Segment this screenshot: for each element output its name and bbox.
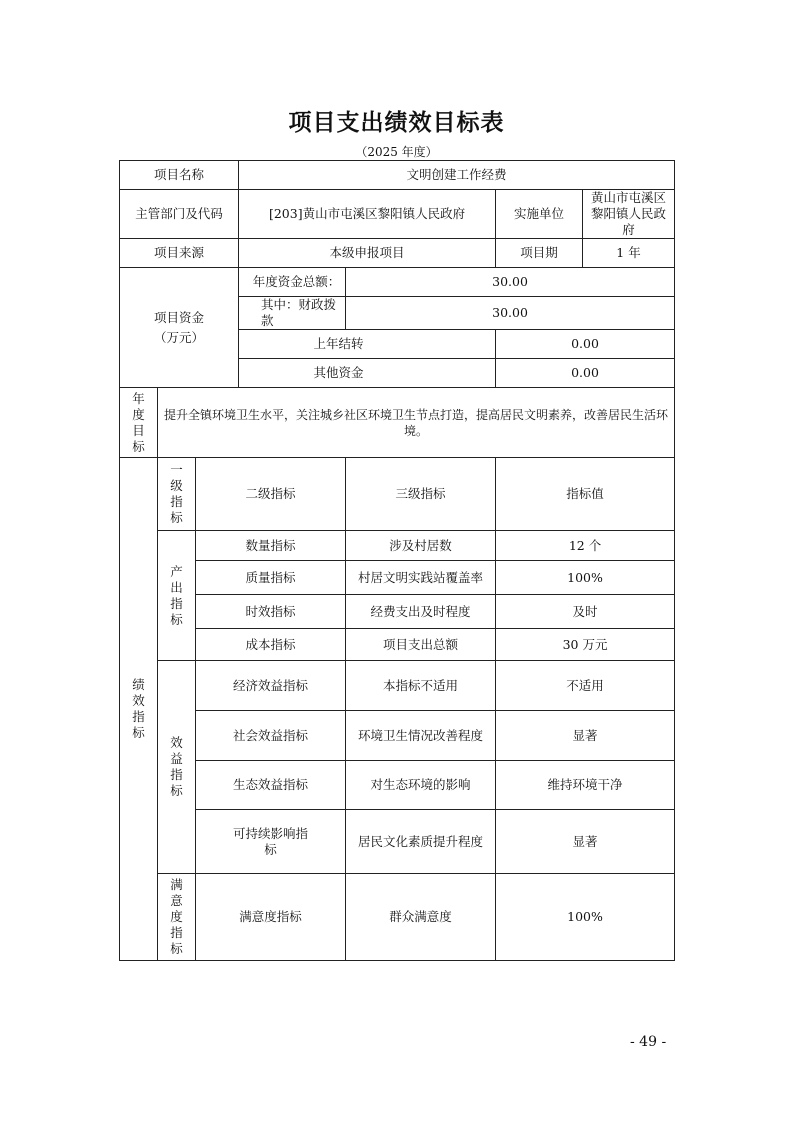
indicator-value: 12 个 [496,531,675,561]
fund-row-label: 其他资金 [239,359,496,388]
level3-cell: 居民文化素质提升程度 [346,810,496,874]
fund-row-value: 0.00 [496,330,675,359]
project-name: 文明创建工作经费 [239,161,675,190]
page-number: - 49 - [630,1034,667,1050]
annual-goal-label: 年度目标 [120,388,158,458]
indicator-value: 及时 [496,595,675,629]
output-indicators-label: 产出指标 [158,531,196,661]
fund-row-value: 0.00 [496,359,675,388]
project-name-label: 项目名称 [120,161,239,190]
benefit-indicators-label: 效益指标 [158,661,196,874]
level3-cell: 村居文明实践站覆盖率 [346,561,496,595]
fiscal-year: （2025 年度） [355,145,438,159]
level3-cell: 本指标不适用 [346,661,496,711]
period-value: 1 年 [583,239,675,268]
level1-header: 一级指标 [158,458,196,531]
level2-cell: 社会效益指标 [196,711,346,761]
table-row [120,629,675,661]
annual-goal-text: 提升全镇环境卫生水平，关注城乡社区环境卫生节点打造，提高居民文明素养，改善居民生活环境。 [158,388,675,458]
satisfaction-indicators-label: 满意度指标 [158,874,196,961]
level3-cell: 涉及村居数 [346,531,496,561]
level2-header: 二级指标 [196,458,346,531]
level3-cell: 经费支出及时程度 [346,595,496,629]
indicator-value: 100% [496,874,675,961]
source-value: 本级申报项目 [239,239,496,268]
table-row [120,268,675,297]
fund-row-value: 30.00 [346,268,675,297]
performance-target-table [119,160,675,961]
performance-indicators-label: 绩效指标 [120,458,158,961]
level2-cell: 生态效益指标 [196,761,346,810]
indicator-value: 不适用 [496,661,675,711]
indicator-value: 100% [496,561,675,595]
table-row [120,239,675,268]
level2-cell: 质量指标 [196,561,346,595]
fund-row-label: 年度资金总额： [239,268,346,297]
table-row [120,874,675,961]
level3-header: 三级指标 [346,458,496,531]
table-row [120,561,675,595]
indicator-value: 30 万元 [496,629,675,661]
indicator-value: 显著 [496,711,675,761]
indicator-value: 维持环境干净 [496,761,675,810]
level2-cell: 成本指标 [196,629,346,661]
page-title: 项目支出绩效目标表 [288,110,505,136]
impl-unit: 黄山市屯溪区黎阳镇人民政府 [583,190,675,239]
fund-row-label: 其中：财政拨款 [239,297,346,330]
table-row [120,711,675,761]
source-label: 项目来源 [120,239,239,268]
dept-label: 主管部门及代码 [120,190,239,239]
level3-cell: 项目支出总额 [346,629,496,661]
level2-cell: 可持续影响指标 [196,810,346,874]
table-row [120,761,675,810]
impl-unit-label: 实施单位 [496,190,583,239]
table-row [120,190,675,239]
level2-cell: 满意度指标 [196,874,346,961]
level3-cell: 群众满意度 [346,874,496,961]
table-row [120,595,675,629]
level2-cell: 数量指标 [196,531,346,561]
level2-cell: 经济效益指标 [196,661,346,711]
level3-cell: 对生态环境的影响 [346,761,496,810]
dept-value: [203]黄山市屯溪区黎阳镇人民政府 [239,190,496,239]
value-header: 指标值 [496,458,675,531]
level3-cell: 环境卫生情况改善程度 [346,711,496,761]
table-row [120,531,675,561]
fund-row-value: 30.00 [346,297,675,330]
level2-cell: 时效指标 [196,595,346,629]
period-label: 项目期 [496,239,583,268]
funds-label: 项目资金（万元） [120,268,239,388]
table-row [120,661,675,711]
table-row [120,388,675,458]
table-row [120,810,675,874]
table-row [120,161,675,190]
indicator-value: 显著 [496,810,675,874]
fund-row-label: 上年结转 [239,330,496,359]
table-row [120,458,675,531]
